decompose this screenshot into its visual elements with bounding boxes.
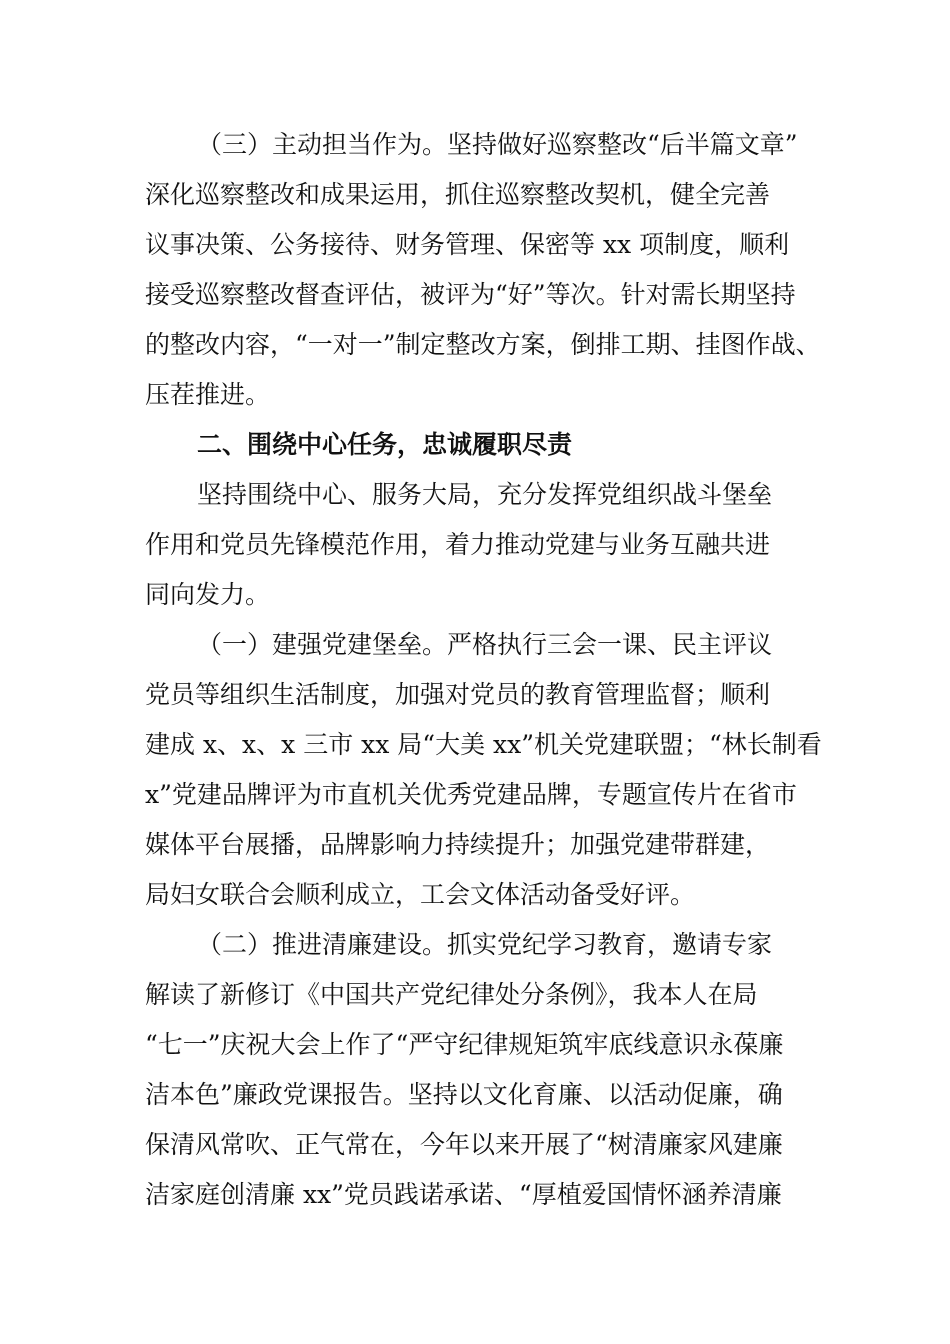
paragraph-2-line: 保清风常吹、正气常在，今年以来开展了“树清廉家风建廉 (145, 1130, 783, 1159)
document-body (145, 120, 822, 1220)
paragraph-1-line: 建成 x、x、x 三市 xx 局“大美 xx”机关党建联盟；“林长制看 (145, 730, 822, 759)
section-intro-line: 坚持围绕中心、服务大局，充分发挥党组织战斗堡垒 (197, 480, 773, 509)
section-heading: 二、围绕中心任务，忠诚履职尽责 (197, 430, 573, 459)
paragraph-3-line: （三）主动担当作为。坚持做好巡察整改“后半篇文章” (197, 130, 798, 159)
section-intro-line: 作用和党员先锋模范作用，着力推动党建与业务互融共进 (145, 530, 771, 559)
section-intro-line: 同向发力。 (145, 580, 271, 609)
paragraph-2-line: “七一”庆祝大会上作了“严守纪律规矩筑牢底线意识永葆廉 (145, 1030, 784, 1059)
paragraph-3-line: 接受巡察整改督查评估，被评为“好”等次。针对需长期坚持 (145, 280, 796, 309)
paragraph-1-line: （一）建强党建堡垒。严格执行三会一课、民主评议 (197, 630, 773, 659)
paragraph-2-line: 洁本色”廉政党课报告。坚持以文化育廉、以活动促廉，确 (145, 1080, 783, 1109)
paragraph-2-line: 洁家庭创清廉 xx”党员践诺承诺、“厚植爱国情怀涵养清廉 (145, 1180, 782, 1209)
paragraph-2-line: 解读了新修订《中国共产党纪律处分条例》，我本人在局 (145, 980, 758, 1009)
paragraph-1-line: x”党建品牌评为市直机关优秀党建品牌，专题宣传片在省市 (145, 780, 797, 809)
paragraph-2-line: （二）推进清廉建设。抓实党纪学习教育，邀请专家 (197, 930, 773, 959)
paragraph-3-line: 深化巡察整改和成果运用，抓住巡察整改契机，健全完善 (145, 180, 771, 209)
paragraph-3-line: 压茬推进。 (145, 380, 271, 409)
paragraph-3-line: 的整改内容，“一对一”制定整改方案，倒排工期、挂图作战、 (145, 330, 821, 359)
paragraph-1-line: 局妇女联合会顺利成立，工会文体活动备受好评。 (145, 880, 696, 909)
paragraph-1-line: 媒体平台展播，品牌影响力持续提升；加强党建带群建， (145, 830, 771, 859)
paragraph-1-line: 党员等组织生活制度，加强对党员的教育管理监督；顺利 (145, 680, 771, 709)
paragraph-3-line: 议事决策、公务接待、财务管理、保密等 xx 项制度，顺利 (145, 230, 790, 259)
